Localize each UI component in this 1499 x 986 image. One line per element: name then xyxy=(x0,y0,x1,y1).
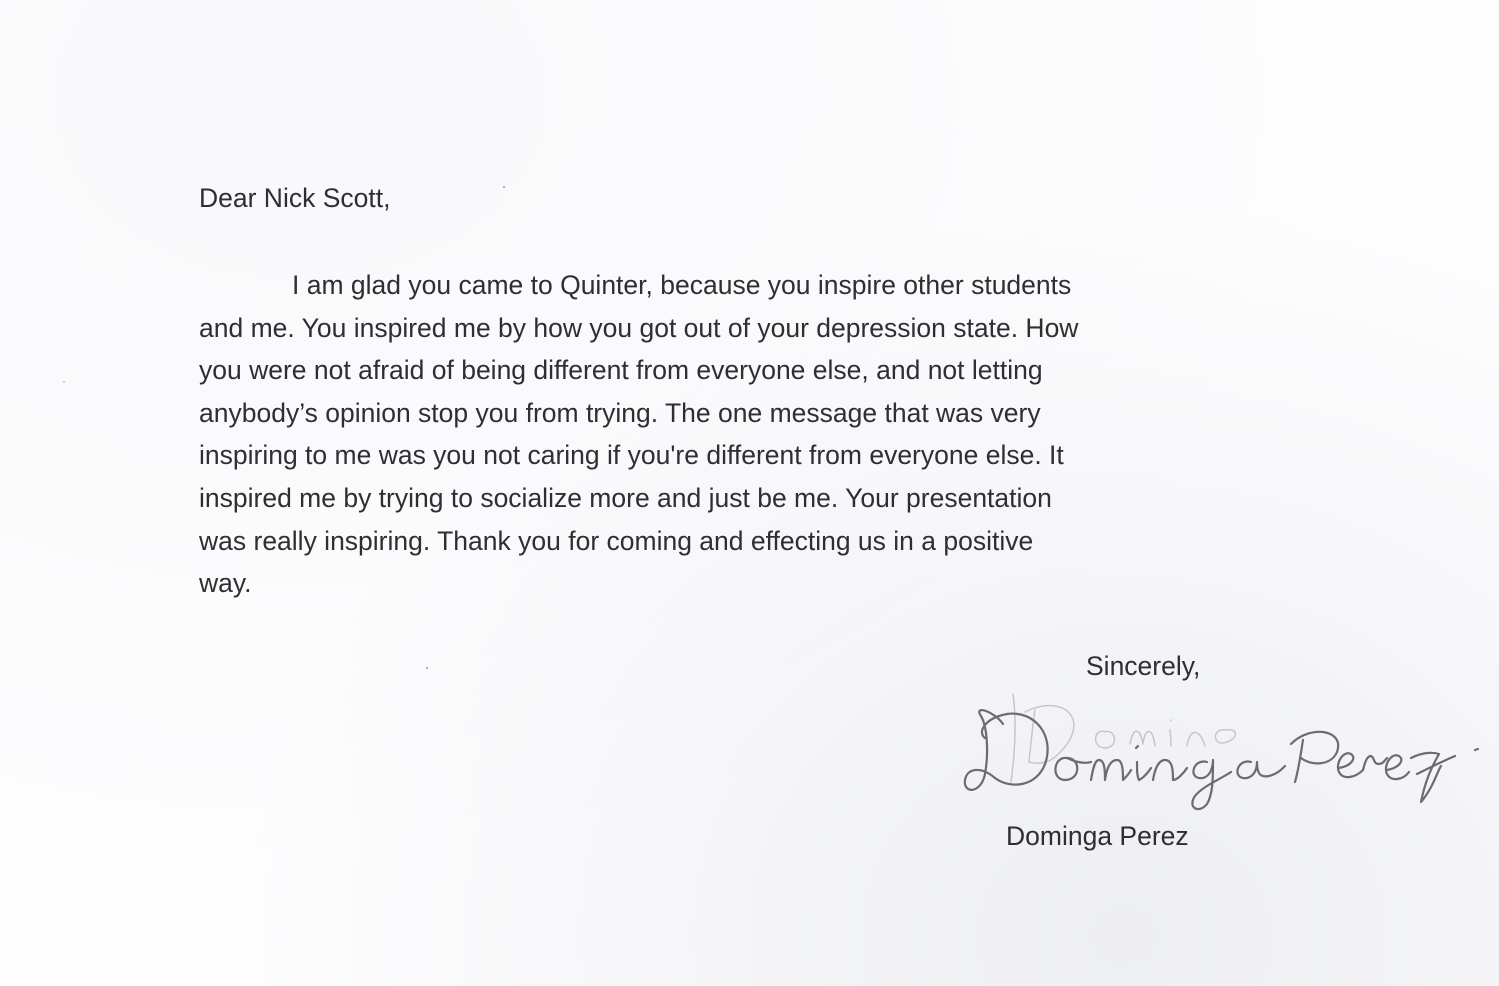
body-line: inspiring to me was you not caring if you're different from everyone else. It xyxy=(199,440,1064,471)
body-line: was really inspiring. Thank you for coming and effecting us in a positive xyxy=(199,525,1034,556)
body-line: way. xyxy=(199,568,252,599)
body-line: I am glad you came to Quinter, because you inspire other students xyxy=(292,270,1072,300)
body-line: you were not afraid of being different from everyone else, and not letting xyxy=(199,355,1043,386)
scan-speck xyxy=(503,186,505,188)
letter-body xyxy=(199,264,1259,605)
body-line: inspired me by trying to socialize more and just be me. Your presentation xyxy=(199,482,1052,513)
body-line: anybody’s opinion stop you from trying. The one message that was very xyxy=(199,397,1041,428)
closing: Sincerely, xyxy=(1086,651,1201,681)
salutation: Dear Nick Scott, xyxy=(199,183,391,213)
handwritten-signature xyxy=(955,682,1495,817)
signature-strokes xyxy=(965,710,1478,809)
body-line: and me. You inspired me by how you got out of your depression state. How xyxy=(199,312,1079,343)
scan-speck xyxy=(426,667,428,669)
scan-speck xyxy=(63,381,65,383)
typed-name: Dominga Perez xyxy=(1006,821,1189,851)
